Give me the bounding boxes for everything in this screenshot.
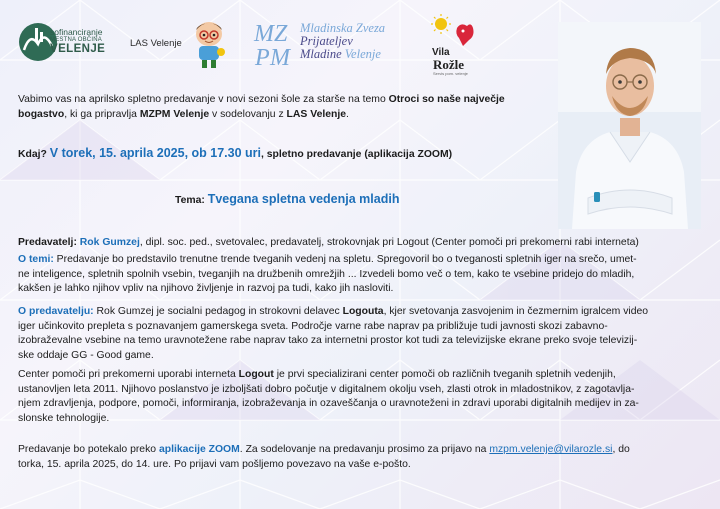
mzpm-line-3 [300, 48, 385, 61]
about-lecturer-part-1: Rok Gumzej je socialni pedagog in strokovni delavec [93, 306, 343, 317]
mzpm-letter-p: P [255, 45, 270, 71]
intro-part-3: v sodelovanju z [209, 108, 287, 120]
mzpm-logo [252, 20, 422, 74]
about-lecturer-line-2: iger učinkovito prepleta s poznavanjem gamerskega sveta. Področje varne rabe naprav pa približuje tudi javnosti skozi zabavno- [18, 320, 608, 332]
about-line-2: ne inteligence, spletnih spolnih vsebin, tveganjih na družbenih omrežjih ... Izvedeli bomo več o tem, kako te vsebine pridejo do mladih, [18, 268, 635, 280]
mzpm-line-3b: Velenje [344, 46, 381, 61]
when-datetime: V torek, 15. aprila 2025, ob 17.30 uri [49, 146, 261, 160]
intro-part-4: . [346, 108, 349, 120]
center-line-2: ustanovljen leta 2011. Njihovo poslanstvo je izboljšati dobro počutje v digitalnem okolju vseh, zlasti otrok in mladostnikov, z zagotavlja- [18, 383, 635, 395]
mzpm-letter-m1: M [254, 21, 274, 47]
cofinancing-logo [18, 16, 133, 72]
center-line-4: slonske tehnologije. [18, 412, 110, 424]
outro-app: aplikacije ZOOM [158, 444, 240, 455]
vila-subtitle: Servis pom. velenje [433, 71, 468, 76]
lecturer-name: Rok Gumzej [79, 237, 140, 248]
lecturer-label: Predavatelj: [18, 237, 80, 248]
center-part-1: Center pomoči pri prekomerni uporabi interneta [18, 369, 239, 380]
mascot-boy-icon [190, 18, 228, 70]
registration-paragraph [18, 443, 688, 472]
mzpm-letter-m2: M [270, 45, 290, 71]
about-lecturer-paragraph [18, 305, 688, 363]
logo-strip [18, 14, 558, 74]
mzpm-letter-z: Z [274, 21, 288, 47]
intro-partner: LAS Velenje [286, 108, 347, 120]
vila-rozle-logo [413, 14, 483, 76]
about-topic-paragraph [18, 253, 688, 297]
lecturer-line [18, 236, 688, 251]
cofin-line-2: MESTNA OBČINA [50, 36, 102, 43]
lecturer-description: , dipl. soc. ped., svetovalec, predavatelj, strokovnjak pri Logout (Center pomoči pri prekomerni rabi interneta) [139, 237, 639, 248]
outro-part-3: , do [612, 444, 630, 455]
when-line [18, 146, 548, 163]
center-line-1-rest: je prvi specializirani center pomoči ob različnih tveganih spletnih vedenjih, [273, 369, 616, 380]
lecturer-photo [558, 22, 701, 229]
intro-part-2: , ki ga pripravlja [64, 108, 140, 120]
registration-email-link[interactable]: mzpm.velenje@vilarozle.si [489, 444, 613, 455]
about-label: O temi: [18, 254, 54, 265]
vila-line-1: Vila [432, 47, 450, 58]
mzpm-line-3a: Mladine [300, 46, 342, 61]
outro-part-2: . Za sodelovanje na predavanju prosimo za prijavo na [239, 444, 490, 455]
intro-paragraph [18, 93, 548, 122]
mzpm-line-2: Prijateljev [300, 33, 353, 48]
mzpm-line-1: Mladinska Zveza [300, 21, 386, 35]
cofin-line-3: VELENJE [50, 43, 106, 56]
topic-label: Tema: [175, 195, 208, 206]
topic-line [175, 192, 399, 206]
intro-organizer: MZPM Velenje [139, 108, 210, 120]
las-velenje-label: LAS Velenje [130, 38, 182, 49]
outro-line-2: torka, 15. aprila 2025, do 14. ure. Po prijavi vam pošljemo povezavo na vaše e-pošto. [18, 458, 411, 470]
about-lecturer-line-3: izobraževalne vsebine na temo uravnotežene rabe naprav tako za internetni prostor kot tudi za televizijske ekrane preko svoje televizij- [18, 335, 638, 346]
cofin-line-1: sofinanciranje [50, 27, 103, 37]
about-lecturer-label: O predavatelju: [18, 306, 94, 317]
center-paragraph [18, 368, 688, 426]
outro-part-1: Predavanje bo potekalo preko [18, 444, 159, 455]
topic-title: Tvegana spletna vedenja mladih [207, 192, 400, 206]
about-line-3: kakšen je lahko njihov vpliv na njihovo življenje in razvoj pa tudi, kako jih nasloviti. [18, 283, 394, 294]
intro-topic: Otroci so naše največje bogastvo [18, 94, 505, 120]
center-logout: Logout [238, 369, 274, 380]
center-line-3: njem zdravljenja, podpore, pomoči, informiranja, izobraževanja in ozaveščanja o uravnoteženi in zdravi uporabi digitalnih medijev in za- [18, 398, 639, 409]
about-lecturer-line-1-rest: , kjer svetovanja zasvojenim in čezmernim igralcem video [383, 306, 649, 317]
about-line-1: Predavanje bo predstavilo trenutne trende tveganih vedenj na spletu. Spregovoril bo o tveganosti spletnih iger na srečo, umet- [53, 254, 637, 265]
when-label: Kdaj? [18, 149, 50, 160]
vila-line-2: Rožle [433, 57, 465, 72]
mzpm-monogram [252, 20, 300, 72]
about-lecturer-line-4: ske oddaje GG - Good game. [18, 349, 154, 361]
when-rest: , spletno predavanje (aplikacija ZOOM) [260, 149, 453, 160]
about-lecturer-logout: Logouta [342, 306, 384, 317]
intro-part-1: Vabimo vas na aprilsko spletno predavanje v novi sezoni šole za starše na temo [18, 94, 389, 105]
lecturer-portrait-illustration [558, 22, 701, 229]
